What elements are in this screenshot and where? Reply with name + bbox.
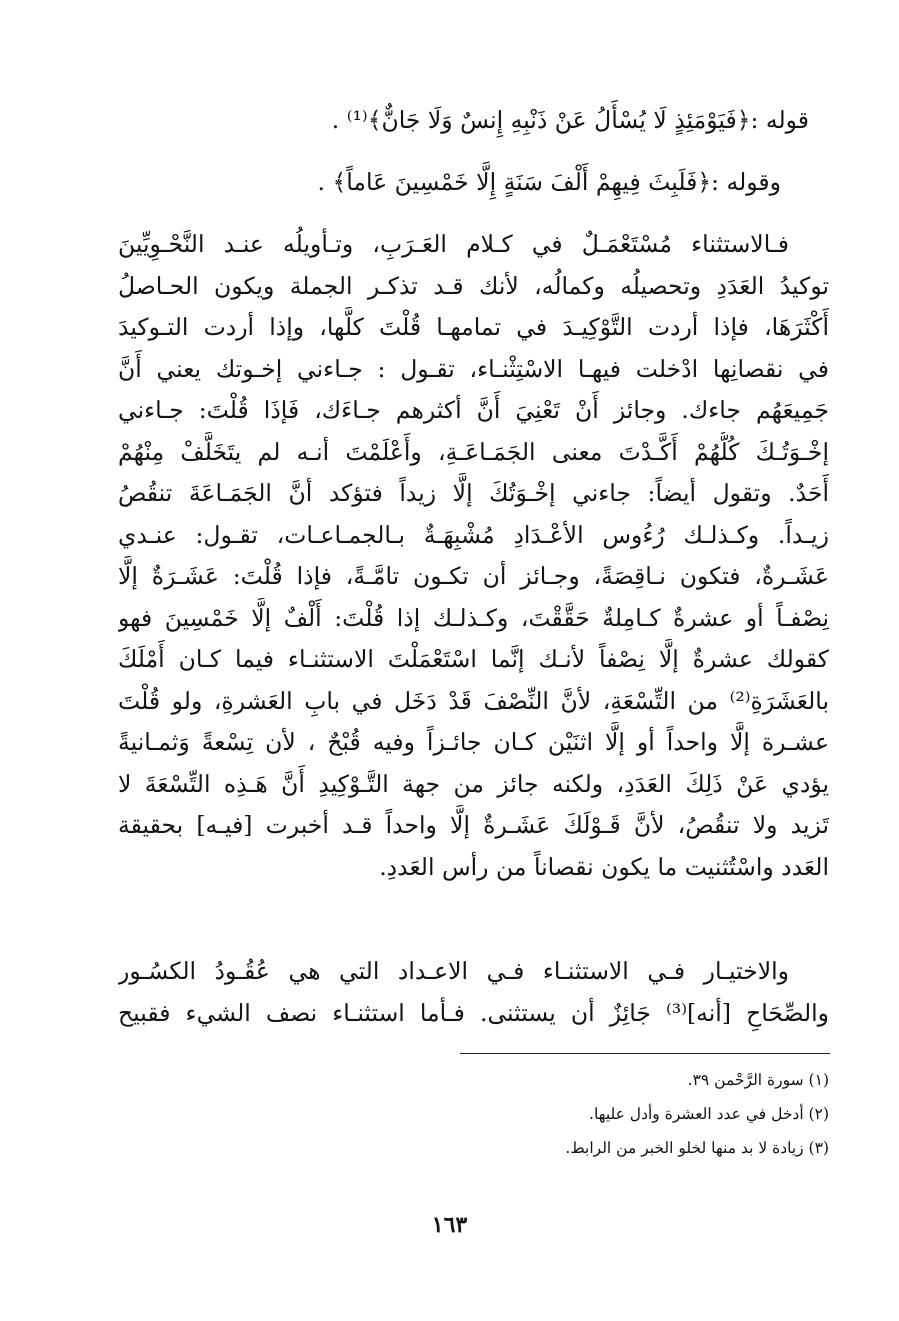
text-line: بالعَشَرَةِ⁽²⁾ من التِّسْعَةِ، لأنَّ النِّصْفَ قَدْ دَخَل في بابِ العَشرةِ، ولو قُلْتَ bbox=[118, 686, 829, 715]
paragraph-istithna bbox=[118, 224, 829, 888]
text-line: والاختيـار فـي الاستثنـاء فـي الاعـداد التي هي عُقُـودُ الكسُـور bbox=[118, 957, 789, 985]
footnote-separator bbox=[460, 1053, 830, 1054]
quranic-verse-line: وقوله :﴿فَلَبِثَ فِيهِمْ أَلْفَ سَنَةٍ إِلَّا خَمْسِينَ عَاماً﴾ . bbox=[317, 168, 781, 196]
text-line: إخْـوَتُـكَ كُلُّهُمْ أَكَّـدْتَ معنى الجَمَـاعَـةِ، وأَعْلَمْتَ أنـه لم يتَخَلَّفْ مِنْهُمْ bbox=[118, 437, 829, 466]
text-line: توكيدُ العَدَدِ وتحصيلُه وكمالُه، لأنك قـد تذكـر الجملة ويكون الحـاصلُ bbox=[118, 271, 829, 300]
text-line: عشـرة إلَّا واحداً أو إلَّا اثنَيْن كـان جائـزاً وفيه قُبْحٌ ، لأن تِسْعةً وَثمـانيةً bbox=[118, 728, 829, 756]
text-line: جَمِيعَهُم جاءك. وجائز أَنْ تَعْنِيَ أَنَّ أكثرهم جـاءَك، فَإذَا قُلْتَ: جـاءني bbox=[118, 396, 829, 424]
text-line: في نقصانِها ادْخلت فيهـا الاسْتِثْنـاء، تقـول : جـاءني إخـوتك يعني أَنَّ bbox=[118, 354, 829, 383]
text-line: العَدد واسْتُثنيت ما يكون نقصاناً من رأس العَددِ. bbox=[379, 852, 829, 881]
text-line: تَزيد ولا تنقُصُ، لأنَّ قَـوْلَكَ عَشَـرةٌ إلَّا واحداً قـد أخبرت [فيـه] بحقيقة bbox=[118, 811, 829, 839]
page-number: ١٦٣ bbox=[431, 1212, 468, 1238]
text-line: عَشَـرةٌ، فتكون نـاقِصَةً، وجـائز أن تكـون تامَّـةً، فإذا قُلْتَ: عَشَـرَةٌ إلَّا bbox=[118, 562, 829, 590]
footnotes bbox=[300, 1063, 829, 1165]
text-line: يؤدي عَنْ ذَلِكَ العَدَدِ، ولكنه جائز من جهة التَّـوْكِيدِ أَنَّ هَـذِه التِّسْعَةَ لا bbox=[118, 769, 829, 798]
text-line: فـالاستثناء مُسْتَعْمَـلٌ في كـلام العَـرَبِ، وتـأويلُه عنـد النَّحْـوِيِّينَ bbox=[118, 230, 789, 258]
quranic-verse-line: قوله :﴿فَيَوْمَئِذٍ لَا يُسْأَلُ عَنْ ذَنْبِهِ إِنسٌ وَلَا جَانٌّ﴾⁽¹⁾ . bbox=[331, 106, 809, 134]
text-line: نِصْفـاً أو عشرةٌ كـامِلةٌ حَقَّقْتَ، وكـذلـك إذا قُلْتَ: أَلْفٌ إلَّا خَمْسِينَ فهو bbox=[118, 603, 829, 632]
text-line: أَحَدٌ. وتقول أيضاً: جاءني إخْـوَتُكَ إلَّا زيداً فتؤكد أنَّ الجَمَـاعَةَ تنقُصُ bbox=[118, 479, 829, 507]
text-line: والصِّحَاحِ [أنه]⁽³⁾ جَائِزٌ أن يستثنى. فـأما استثنـاء نصف الشيء فقبيح bbox=[118, 998, 829, 1027]
text-line: أَكْثَرَهَا، فإذا أردت التَّوْكِيـدَ في تمامهـا قُلْتَ كلَّها، وإذا أردت التـوكيدَ bbox=[118, 313, 829, 341]
footnote: (٢) أدخل في عدد العشرة وأدل عليها. bbox=[589, 1105, 829, 1123]
paragraph-ikhtiyar bbox=[118, 951, 829, 1034]
footnote: (٣) زيادة لا بد منها لخلو الخبر من الرابط. bbox=[565, 1139, 829, 1157]
text-line: كقولك عشرةٌ إلَّا نِصْفاً لأنـك إنَّما اسْتَعْمَلْتَ الاستثنـاء فيما كـان أَمْلَكَ bbox=[118, 645, 829, 673]
footnote: (١) سورة الرَّحْمن ٣٩. bbox=[687, 1071, 829, 1089]
text-line: زيـداً. وكـذلـك رُءُوس الأعْـدَادِ مُشْبِهَـةٌ بـالجمـاعـات، تقـول: عنـدي bbox=[118, 520, 829, 549]
